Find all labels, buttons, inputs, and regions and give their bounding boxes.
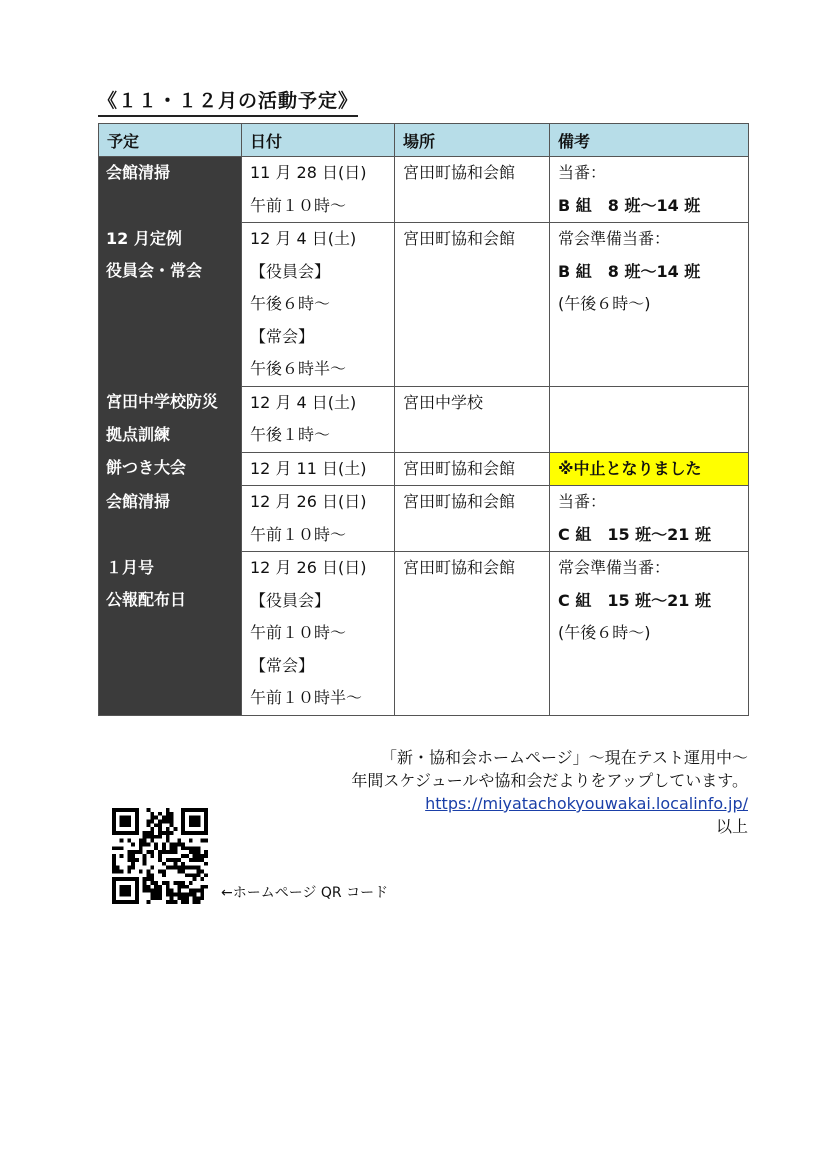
table-row bbox=[99, 452, 749, 486]
event-cell bbox=[99, 223, 242, 387]
place-cell bbox=[395, 157, 550, 223]
date-text: 【役員会】 bbox=[250, 261, 331, 281]
date-cell bbox=[242, 486, 395, 552]
remarks-text: 常会準備当番： bbox=[558, 229, 671, 248]
date-text: 12 月 4 日(土) bbox=[250, 392, 357, 412]
date-cell bbox=[242, 386, 395, 452]
qr-caption: ←ホームページ QR コード bbox=[221, 885, 389, 901]
remarks-text: (午後６時〜) bbox=[558, 623, 651, 642]
date-text: 12 月 4 日(土) bbox=[250, 229, 357, 248]
remarks-text: B 組 8 班〜14 班 bbox=[558, 261, 701, 281]
remarks-cell bbox=[550, 386, 749, 452]
notice-line-1: 「新・協和会ホームページ」〜現在テスト運用中〜 bbox=[380, 748, 748, 767]
event-cell bbox=[99, 552, 242, 716]
place-text: 宮田町協和会館 bbox=[403, 558, 516, 577]
table-row bbox=[99, 223, 749, 387]
header-remarks: 備考 bbox=[550, 124, 749, 157]
event-name: 役員会・常会 bbox=[106, 261, 203, 280]
place-cell bbox=[395, 386, 550, 452]
table-row bbox=[99, 486, 749, 552]
date-cell bbox=[242, 452, 395, 486]
event-name: 12 月定例 bbox=[106, 228, 182, 248]
remarks-text: C 組 15 班〜21 班 bbox=[558, 590, 711, 610]
event-cell bbox=[99, 386, 242, 452]
date-text: 12 月 26 日(日) bbox=[250, 558, 367, 577]
header-date: 日付 bbox=[242, 124, 395, 157]
date-text: 午前１０時〜 bbox=[250, 524, 347, 544]
closing-text: 以上 bbox=[715, 817, 748, 836]
event-name: 公報配布日 bbox=[106, 590, 187, 609]
place-cell bbox=[395, 486, 550, 552]
date-text: 12 月 26 日(日) bbox=[250, 492, 367, 511]
table-header-row bbox=[99, 124, 749, 157]
remarks-text: 常会準備当番： bbox=[558, 558, 671, 577]
date-text: 【役員会】 bbox=[250, 590, 331, 610]
remarks-text: 当番： bbox=[558, 492, 607, 511]
date-text: 午前１０時半〜 bbox=[250, 688, 363, 707]
page-title: 《１１・１２月の活動予定》 bbox=[98, 88, 358, 117]
event-cell bbox=[99, 486, 242, 552]
notice-line-2: 年間スケジュールや協和会だよりをアップしています。 bbox=[351, 771, 748, 790]
remarks-text: ※中止となりました bbox=[558, 458, 702, 478]
event-name: 宮田中学校防災 bbox=[106, 392, 219, 411]
date-cell bbox=[242, 552, 395, 716]
date-text: 【常会】 bbox=[250, 326, 315, 346]
date-text: 午後１時〜 bbox=[250, 425, 331, 444]
remarks-cell bbox=[550, 486, 749, 552]
date-cell bbox=[242, 223, 395, 387]
event-cell bbox=[99, 157, 242, 223]
table-row bbox=[99, 386, 749, 452]
header-place: 場所 bbox=[395, 124, 550, 157]
place-text: 宮田町協和会館 bbox=[403, 458, 516, 478]
place-text: 宮田中学校 bbox=[403, 392, 484, 412]
remarks-cell bbox=[550, 552, 749, 716]
date-cell bbox=[242, 157, 395, 223]
date-text: 午前１０時〜 bbox=[250, 195, 347, 215]
remarks-text: (午後６時〜) bbox=[558, 294, 651, 313]
cancelled-notice-cell bbox=[550, 452, 749, 486]
remarks-text: 当番： bbox=[558, 163, 607, 182]
table-row bbox=[99, 157, 749, 223]
date-text: 【常会】 bbox=[250, 655, 315, 675]
event-name: 会館清掃 bbox=[106, 491, 171, 511]
place-cell bbox=[395, 452, 550, 486]
schedule-table bbox=[98, 123, 749, 716]
date-text: 午後６時〜 bbox=[250, 294, 331, 313]
remarks-cell bbox=[550, 157, 749, 223]
place-cell bbox=[395, 552, 550, 716]
homepage-link[interactable]: https://miyatachokyouwakai.localinfo.jp/ bbox=[425, 794, 748, 813]
place-text: 宮田町協和会館 bbox=[403, 163, 516, 182]
event-name: 餅つき大会 bbox=[106, 458, 187, 477]
remarks-text: C 組 15 班〜21 班 bbox=[558, 524, 711, 544]
date-text: 11 月 28 日(日) bbox=[250, 163, 367, 182]
homepage-notice bbox=[351, 746, 748, 838]
place-cell bbox=[395, 223, 550, 387]
date-text: 12 月 11 日(土) bbox=[250, 458, 367, 478]
remarks-cell bbox=[550, 223, 749, 387]
event-name: 会館清掃 bbox=[106, 163, 171, 182]
header-schedule: 予定 bbox=[99, 124, 242, 157]
event-name: １月号 bbox=[106, 557, 155, 577]
place-text: 宮田町協和会館 bbox=[403, 229, 516, 248]
event-name: 拠点訓練 bbox=[106, 424, 171, 444]
date-text: 午後６時半〜 bbox=[250, 359, 347, 378]
date-text: 午前１０時〜 bbox=[250, 623, 347, 642]
qr-code-image bbox=[112, 808, 208, 904]
remarks-text: B 組 8 班〜14 班 bbox=[558, 195, 701, 215]
place-text: 宮田町協和会館 bbox=[403, 492, 516, 511]
event-cell bbox=[99, 452, 242, 486]
table-row bbox=[99, 552, 749, 716]
